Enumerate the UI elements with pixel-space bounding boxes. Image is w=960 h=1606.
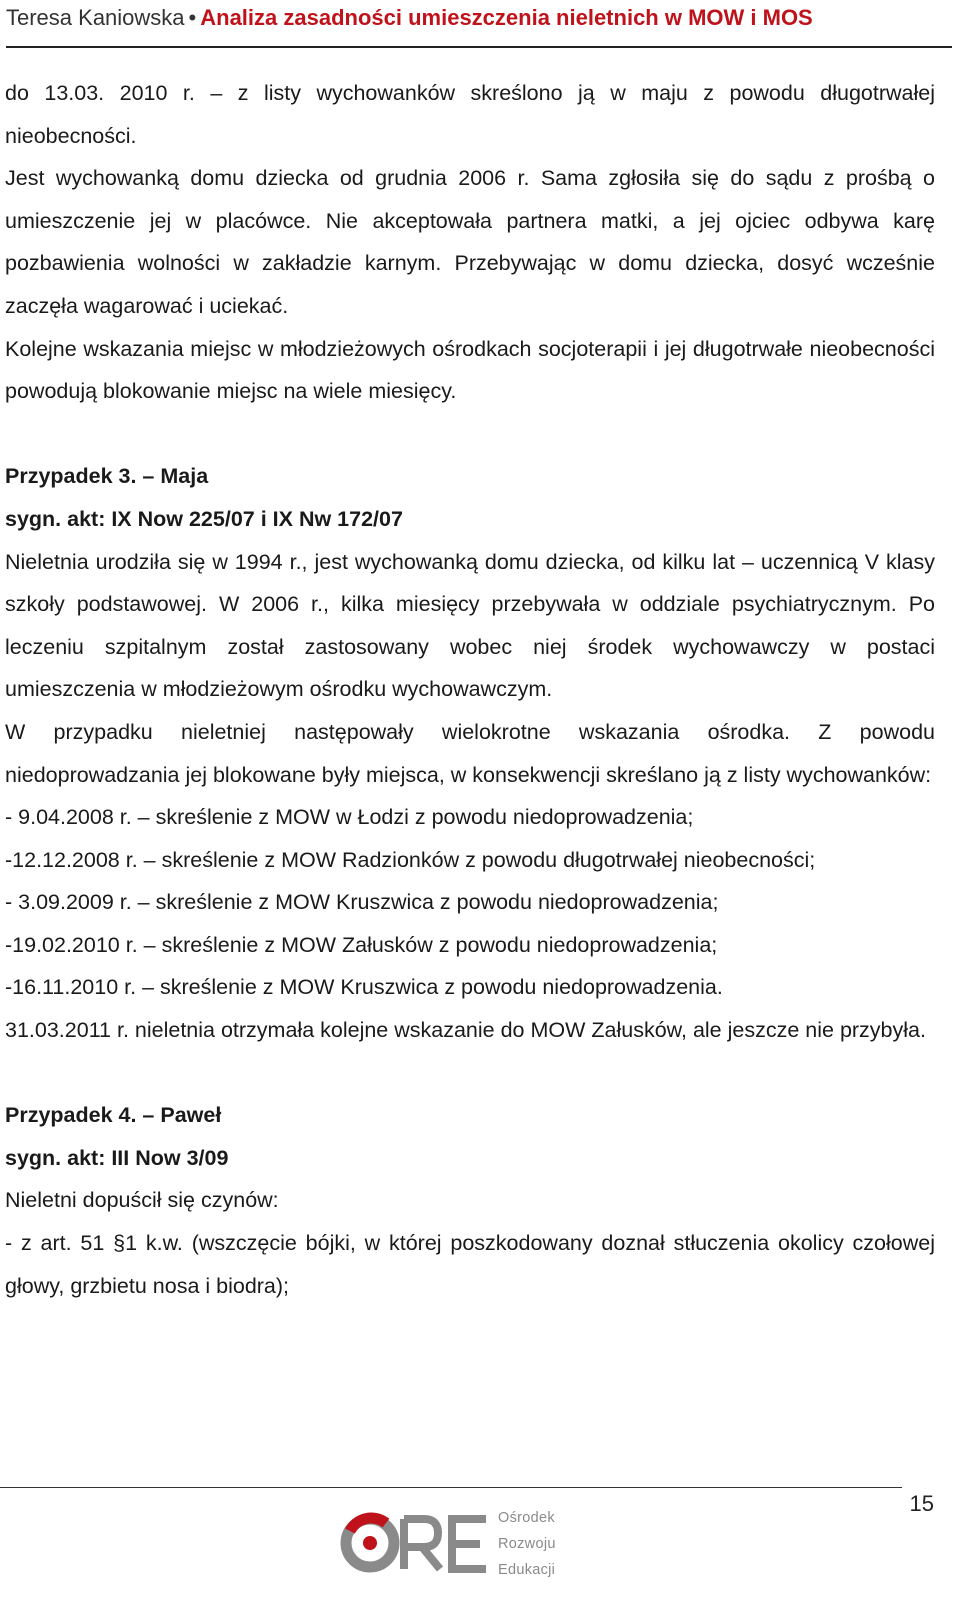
list-item: - 9.04.2008 r. – skreślenie z MOW w Łodzi z powodu niedoprowadzenia;: [5, 805, 694, 830]
list-item: -16.11.2010 r. – skreślenie z MOW Kruszwica z powodu niedoprowadzenia.: [5, 975, 723, 1000]
paragraph: - z art. 51 §1 k.w. (wszczęcie bójki, w której poszkodowany doznał stłuczenia okolicy czołowej głowy, grzbietu nosa i biodra);: [5, 1231, 935, 1298]
header-author: Teresa Kaniowska: [6, 5, 185, 30]
paragraph: 31.03.2011 r. nieletnia otrzymała kolejne wskazanie do MOW Załusków, ale jeszcze nie przybyła.: [5, 1018, 926, 1043]
list-item: -19.02.2010 r. – skreślenie z MOW Załusków z powodu niedoprowadzenia;: [5, 932, 718, 957]
page-number: 15: [909, 1491, 934, 1516]
paragraph: Nieletnia urodziła się w 1994 r., jest wychowanką domu dziecka, od kilku lat – uczennicą V klasy szkoły podstawowej. W 2006 r., kilka miesięcy przebywała w oddziale psychiatrycznym. Po leczeniu szpitalnym został zastosowany wobec niej środek wychowawczy w postaci umieszczenia w młodzieżowym ośrodku wychowawczym.: [5, 549, 935, 702]
logo-line: Rozwoju: [498, 1536, 556, 1552]
paragraph: W przypadku nieletniej następowały wielokrotne wskazania ośrodka. Z powodu niedoprowadzania jej blokowane były miejsca, w konsekwencji skreślano ją z listy wychowanków:: [5, 719, 935, 787]
list-item: -12.12.2008 r. – skreślenie z MOW Radzionków z powodu długotrwałej nieobecności;: [5, 847, 816, 872]
page-footer: [0, 1487, 960, 1606]
ore-logo-text: [498, 1505, 556, 1583]
spacer: [5, 413, 935, 456]
case-title: Przypadek 3. – Maja: [5, 464, 209, 489]
paragraph: Nieletni dopuścił się czynów:: [5, 1188, 279, 1213]
spacer: [5, 1052, 935, 1095]
document-body: [5, 72, 935, 1307]
page-header: [6, 4, 952, 48]
ore-logo-mark: [340, 1503, 490, 1589]
paragraph: do 13.03. 2010 r. – z listy wychowanków skreślono ją w maju z powodu długotrwałej nieobecności.: [5, 81, 935, 148]
case-reference: sygn. akt: III Now 3/09: [5, 1145, 229, 1170]
paragraph: Kolejne wskazania miejsc w młodzieżowych ośrodkach socjoterapii i jej długotrwałe nieobecności powodują blokowanie miejsc na wiele miesięcy.: [5, 336, 935, 404]
logo-line: Edukacji: [498, 1562, 556, 1578]
logo-line: Ośrodek: [498, 1510, 555, 1526]
case-title: Przypadek 4. – Paweł: [5, 1103, 222, 1128]
paragraph: Jest wychowanką domu dziecka od grudnia 2006 r. Sama zgłosiła się do sądu z prośbą o umieszczenie jej w placówce. Nie akceptowała partnera matki, a jej ojciec odbywa karę pozbawienia wolności w zakładzie karnym. Przebywając w domu dziecka, dosyć wcześnie zaczęła wagarować i uciekać.: [5, 166, 935, 318]
list-item: - 3.09.2009 r. – skreślenie z MOW Kruszwica z powodu niedoprowadzenia;: [5, 890, 719, 915]
header-separator: •: [188, 5, 197, 30]
header-document-title: Analiza zasadności umieszczenia nieletnich w MOW i MOS: [200, 5, 813, 30]
ore-logo: [340, 1503, 580, 1589]
footer-rule: [0, 1487, 902, 1488]
case-reference: sygn. akt: IX Now 225/07 i IX Nw 172/07: [5, 506, 403, 531]
